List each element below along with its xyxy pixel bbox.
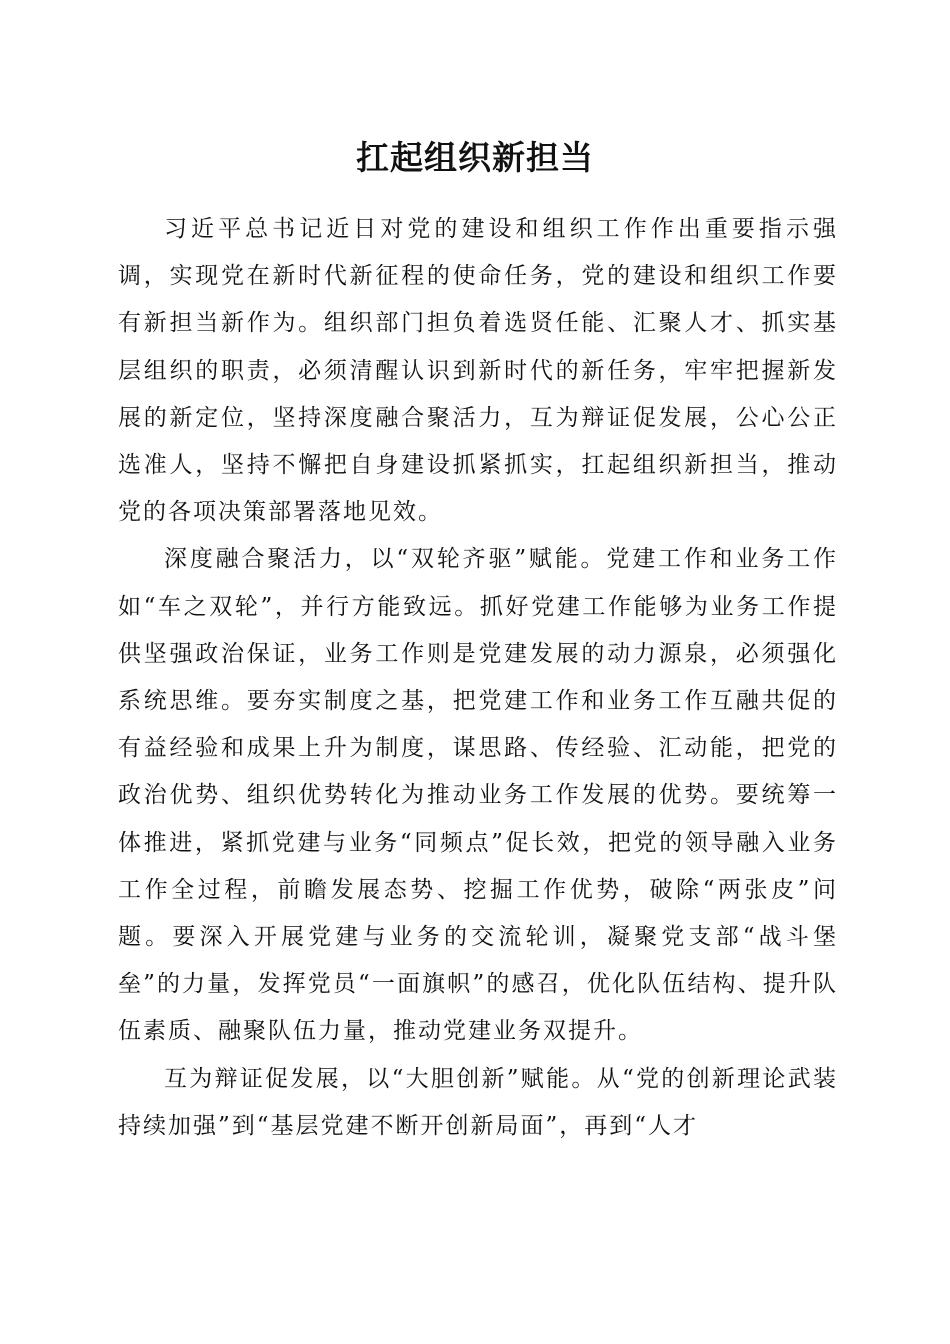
document-title: 扛起组织新担当 [356, 138, 594, 177]
paragraph: 习近平总书记近日对党的建设和组织工作作出重要指示强调，实现党在新时代新征程的使命任务，党的建设和组织工作要有新担当新作为。组织部门担负着选贤任能、汇聚人才、抓实基层组织的职责，必须清醒认识到新时代的新任务，牢牢把握新发展的新定位，坚持深度融合聚活力，互为辩证促发展，公心公正选准人，坚持不懈把自身建设抓紧抓实，扛起组织新担当，推动党的各项决策部署落地见效。 [118, 216, 838, 526]
document-body [118, 206, 838, 1150]
paragraph: 深度融合聚活力，以“双轮齐驱”赋能。党建工作和业务工作如“车之双轮”，并行方能致远。抓好党建工作能够为业务工作提供坚强政治保证，业务工作则是党建发展的动力源泉，必须强化系统思维。要夯实制度之基，把党建工作和业务工作互融共促的有益经验和成果上升为制度，谋思路、传经验、汇动能，把党的政治优势、组织优势转化为推动业务工作发展的优势。要统筹一体推进，紧抓党建与业务“同频点”促长效，把党的领导融入业务工作全过程，前瞻发展态势、挖掘工作优势，破除“两张皮”问题。要深入开展党建与业务的交流轮训，凝聚党支部“战斗堡垒”的力量，发挥党员“一面旗帜”的感召，优化队伍结构、提升队伍素质、融聚队伍力量，推动党建业务双提升。 [118, 546, 838, 1045]
paragraph: 互为辩证促发展，以“大胆创新”赋能。从“党的创新理论武装持续加强”到“基层党建不断开创新局面”，再到“人才 [118, 1065, 838, 1139]
